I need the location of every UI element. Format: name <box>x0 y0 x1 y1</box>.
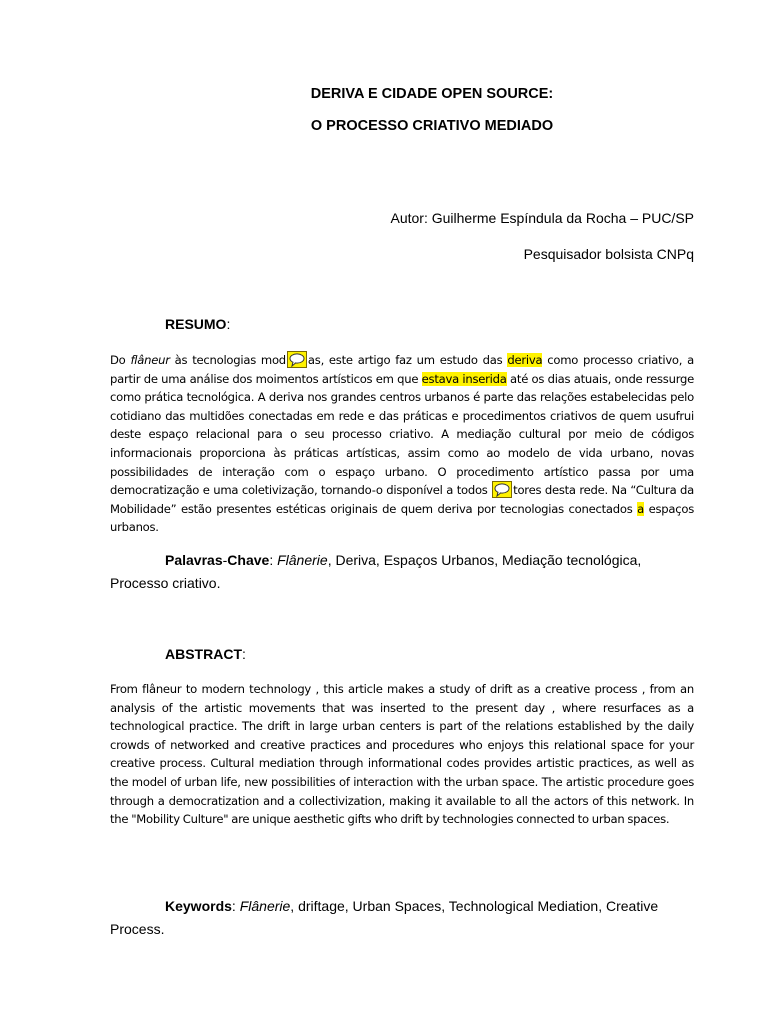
keywords-block <box>110 895 700 941</box>
keywords-term-italic: Flânerie <box>239 898 291 914</box>
abstract-heading-colon: : <box>242 646 246 662</box>
palavras-chave-term-italic: Flânerie <box>277 552 328 568</box>
resumo-text-segment: tores desta rede. Na “Cultura da Mobilidade” estão presentes estéticas originais de quem deriva por tecnologias conectados <box>110 483 694 516</box>
keywords-terms: , driftage, Urban Spaces, Technological Mediation, Creative Process. <box>110 898 659 937</box>
highlighted-text[interactable]: deriva <box>507 353 543 367</box>
resumo-text-segment: Do <box>110 353 131 367</box>
resumo-heading-colon: : <box>226 316 231 332</box>
researcher-line: Pesquisador bolsista CNPq <box>523 246 694 262</box>
palavras-chave-label: Palavras <box>165 552 223 568</box>
palavras-chave-colon: : <box>269 552 278 568</box>
palavras-chave-dash: - <box>222 552 228 568</box>
palavras-chave-block <box>110 549 700 595</box>
resumo-text-segment: espaços urbanos. <box>110 501 694 535</box>
highlighted-text[interactable]: estava inserida <box>421 371 507 386</box>
palavras-chave-terms: , Deriva, Espaços Urbanos, Mediação tecnológica, Processo criativo. <box>110 552 642 591</box>
resumo-heading <box>165 316 230 332</box>
abstract-heading-label: ABSTRACT <box>165 646 242 662</box>
author-line: Autor: Guilherme Espíndula da Rocha – PUC/SP <box>390 210 694 226</box>
resumo-text-segment: como processo criativo, a partir de uma análise dos mo <box>110 353 694 386</box>
resumo-text-segment: às tecnologias mod <box>169 353 286 367</box>
resumo-paragraph <box>110 351 694 537</box>
resumo-text-segment: imentos artísticos em que <box>273 371 422 386</box>
highlighted-text[interactable]: a <box>637 501 644 516</box>
document-title-line1: DERIVA E CIDADE OPEN SOURCE: <box>310 86 554 102</box>
abstract-heading <box>165 646 246 662</box>
speech-bubble-comment-icon[interactable] <box>287 351 307 368</box>
speech-bubble-comment-icon[interactable] <box>492 481 512 498</box>
resumo-text-italic: flâneur <box>130 353 170 367</box>
abstract-paragraph: From flâneur to modern technology , this article makes a study of drift as a creative process , from an analysis of the artistic movements that was inserted to the present day , where resurfaces as a technological practice. The drift in large urban centers is part of the relations established by the daily crowds of networked and creative practices and procedures who enjoys this relational space for your creative process. Cultural mediation through informational codes provides artistic practices, as well as the model of urban life, new possibilities of interaction with the urban space. The artistic procedure goes through a democratization and a collectivization, making it available to all the actors of this network. In the "Mobility Culture" are unique aesthetic gifts who drift by technologies connected to urban spaces. <box>110 682 694 827</box>
resumo-heading-label: RESUMO <box>165 316 227 332</box>
resumo-text-segment: as, este artigo faz um estudo das <box>307 353 508 367</box>
palavras-chave-label2: Chave <box>227 552 270 568</box>
keywords-colon: : <box>231 898 240 914</box>
document-title-line2: O PROCESSO CRIATIVO MEDIADO <box>310 118 554 134</box>
resumo-text-segment: até os dias atuais, onde ressurge como prática tecnológica. A deriva nos grandes centros urbanos é parte das relações estabelecidas pelo cotidiano das multidões conectadas em rede e das práticas e procedimentos criativos de quem usufrui deste espaço relacional para o seu processo criativo. A mediação cultural por meio de códigos informacionais proporciona às práticas artísticas, assim como ao modelo de vida urbano, novas possibilidades de interação com o espaço urbano. O procedimento artístico passa por uma democratização e uma coletivização, tornando-o disponível a todos <box>110 371 695 498</box>
keywords-label: Keywords <box>165 898 232 914</box>
